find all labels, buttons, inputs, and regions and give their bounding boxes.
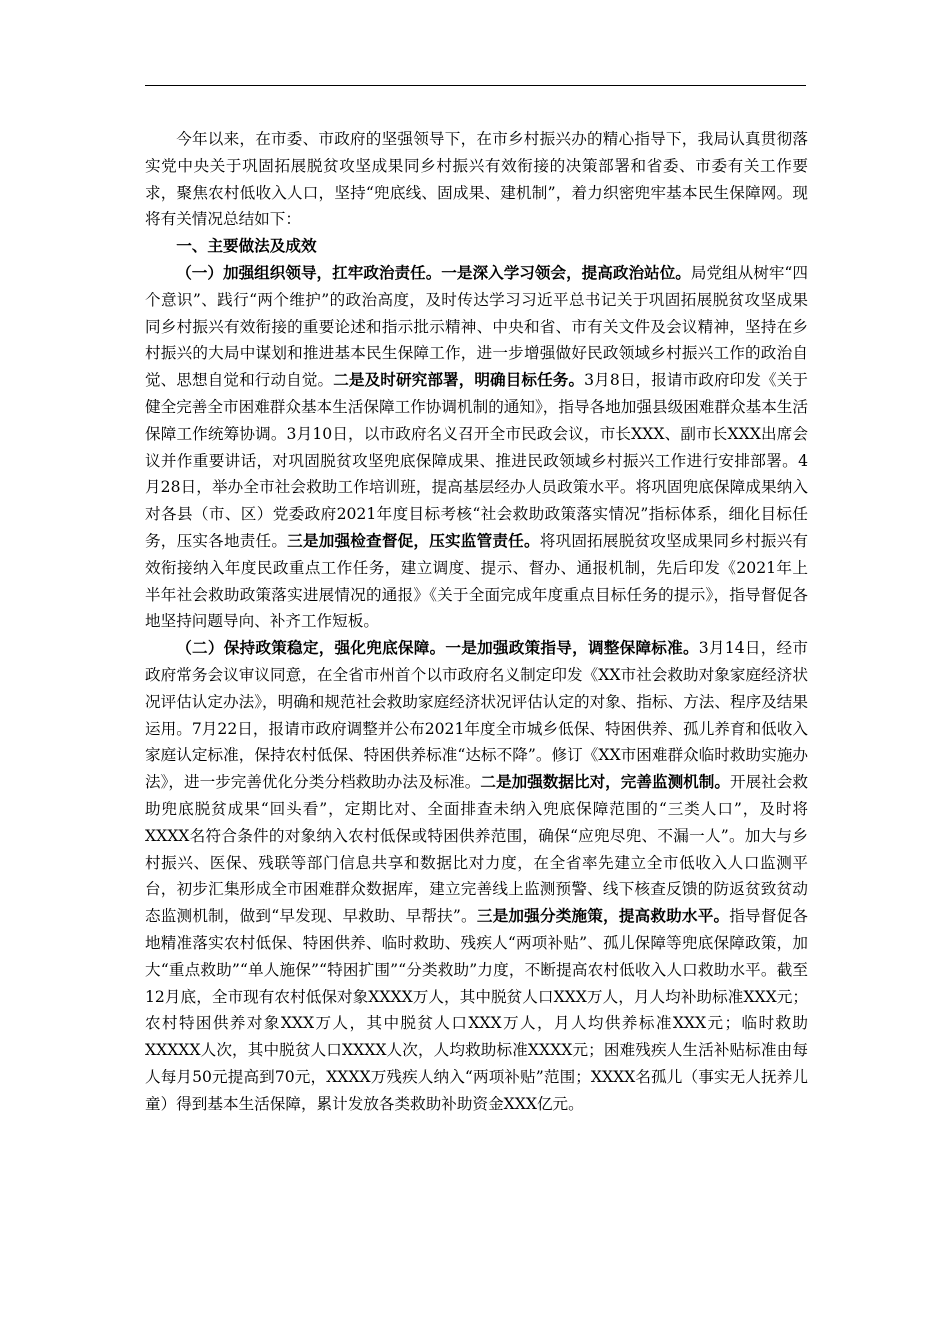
paragraph-lead: （一）加强组织领导，扛牢政治责任。一是深入学习领会，提高政治站位。 — [176, 262, 691, 282]
paragraph-lead: （二）保持政策稳定，强化兜底保障。一是加强政策指导，调整保障标准。 — [176, 638, 699, 658]
paragraph-bold-point: 三是加强分类施策，提高救助水平。 — [476, 906, 730, 926]
paragraph-organization — [145, 260, 808, 635]
header-rule — [145, 85, 806, 86]
paragraph-text: 局党组从树牢“四个意识”、践行“两个维护”的政治高度，及时传达学习习近平总书记关于巩固拓展脱贫攻坚成果同乡村振兴有效衔接的重要论述和指示批示精神、中央和省、市有关文件及会议精神，坚持在乡村振兴的大局中谋划和推进基本民生保障工作，进一步增强做好民政领域乡村振兴工作的政治自觉、思想自觉和行动自觉。 — [145, 263, 808, 390]
paragraph-text: 3月14日，经市政府常务会议审议同意，在全省市州首个以市政府名义制定印发《XX市社会救助对象家庭经济状况评估认定办法》，明确和规范社会救助家庭经济状况评估认定的对象、指标、方法、程序及结果运用。7月22日，报请市政府调整并公布2021年度全市城乡低保、特困供养、孤儿养育和低收入家庭认定标准，保持农村低保、特困供养标准“达标不降”。修订《XX市困难群众临时救助实施办法》，进一步完善优化分类分档救助办法及标准。 — [145, 639, 808, 792]
paragraph-text: 将巩固拓展脱贫攻坚成果同乡村振兴有效衔接纳入年度民政重点工作任务，建立调度、提示、督办、通报机制，先后印发《2021年上半年社会救助政策落实进展情况的通报》《关于全面完成年度重点目标任务的提示》，指导督促各地坚持问题导向、补齐工作短板。 — [145, 531, 808, 631]
paragraph-policy — [145, 635, 808, 1117]
paragraph-text: 指导督促各地精准落实农村低保、特困供养、临时救助、残疾人“两项补贴”、孤儿保障等兜底保障政策，加大“重点救助”“单人施保”“特困扩围”“分类救助”力度，不断提高农村低收入人口救助水平。截至12月底，全市现有农村低保对象XXXX万人，其中脱贫人口XXX万人，月人均补助标准XXX元；农村特困供养对象XXX万人，其中脱贫人口XXX万人，月人均供养标准XXX元；临时救助XXXXX人次，其中脱贫人口XXXX人次，人均救助标准XXXX元；困难残疾人生活补贴标准由每人每月50元提高到70元，XXXX万残疾人纳入“两项补贴”范围；XXXX名孤儿（事实无人抚养儿童）得到基本生活保障，累计发放各类救助补助资金XXX亿元。 — [145, 907, 808, 1113]
paragraph-text: 开展社会救助兜底脱贫成果“回头看”，定期比对、全面排查未纳入兜底保障范围的“三类人口”，及时将XXXX名符合条件的对象纳入农村低保或特困供养范围，确保“应兜尽兜、不漏一人”。加大与乡村振兴、医保、残联等部门信息共享和数据比对力度，在全省率先建立全市低收入人口监测平台，初步汇集形成全市困难群众数据库，建立完善线上监测预警、线下核查反馈的防返贫致贫动态监测机制，做到“早发现、早救助、早帮扶”。 — [145, 773, 808, 926]
paragraph-text: 3月8日，报请市政府印发《关于健全完善全市困难群众基本生活保障工作协调机制的通知》，指导各地加强县级困难群众基本生活保障工作统筹协调。3月10日，以市政府名义召开全市民政会议，市长XXX、副市长XXX出席会议并作重要讲话，对巩固脱贫攻坚兜底保障成果、推进民政领域乡村振兴工作进行安排部署。4月28日，举办全市社会救助工作培训班，提高基层经办人员政策水平。将巩固兜底保障成果纳入对各县（市、区）党委政府2021年度目标考核“社会救助政策落实情况”指标体系，细化目标任务，压实各地责任。 — [145, 371, 808, 550]
section-heading — [145, 233, 808, 260]
paragraph-bold-point: 三是加强检查督促，压实监管责任。 — [287, 530, 540, 550]
intro-paragraph: 今年以来，在市委、市政府的坚强领导下，在市乡村振兴办的精心指导下，我局认真贯彻落实党中央关于巩固拓展脱贫攻坚成果同乡村振兴有效衔接的决策部署和省委、市委有关工作要求，聚焦农村低收入人口，坚持“兜底线、固成果、建机制”，着力织密兜牢基本民生保障网。现将有关情况总结如下： — [145, 130, 808, 229]
document-body — [145, 126, 808, 1117]
section-heading-text: 一、主要做法及成效 — [176, 236, 317, 256]
paragraph-bold-point: 二是加强数据比对，完善监测机制。 — [480, 772, 730, 792]
paragraph-bold-point: 二是及时研究部署，明确目标任务。 — [333, 370, 585, 390]
